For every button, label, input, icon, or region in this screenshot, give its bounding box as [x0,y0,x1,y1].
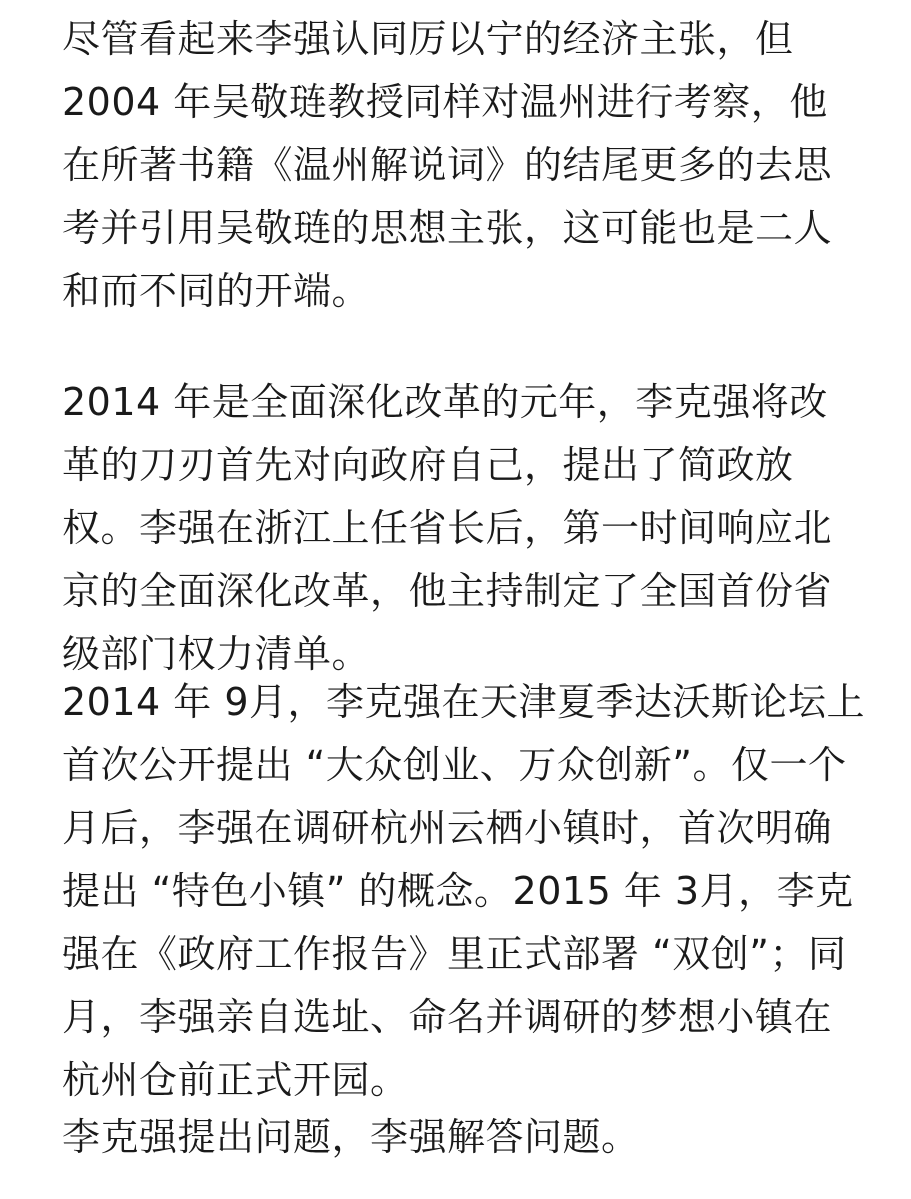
text-line: 2014 年 9月，李克强在天津夏季达沃斯论坛上 [62,680,866,724]
text-line: 革的刀刃首先对向政府自己，提出了简政放 [62,443,794,487]
paragraph-2 [62,371,862,686]
text-line: 提出 “特色小镇” 的概念。2015 年 3月，李克 [62,869,854,913]
text-line: 强在《政府工作报告》里正式部署 “双创”；同 [62,932,847,976]
paragraph-4 [62,1106,862,1169]
text-line: 李克强提出问题，李强解答问题。 [62,1115,640,1159]
text-line: 考并引用吴敬琏的思想主张，这可能也是二人 [62,206,833,250]
paragraph-1 [62,8,862,323]
paragraph-3 [62,671,866,1112]
text-line: 和而不同的开端。 [62,269,371,313]
text-line: 级部门权力清单。 [62,632,371,676]
text-line: 月，李强亲自选址、命名并调研的梦想小镇在 [62,995,833,1039]
text-line: 首次公开提出 “大众创业、万众创新”。仅一个 [62,743,847,787]
text-line: 月后，李强在调研杭州云栖小镇时，首次明确 [62,806,833,850]
text-line: 杭州仓前正式开园。 [62,1058,409,1102]
text-line: 尽管看起来李强认同厉以宁的经济主张，但 [62,17,794,61]
text-line: 权。李强在浙江上任省长后，第一时间响应北 [62,506,833,550]
text-line: 京的全面深化改革，他主持制定了全国首份省 [62,569,833,613]
text-line: 2004 年吴敬琏教授同样对温州进行考察，他 [62,80,828,124]
text-line: 在所著书籍《温州解说词》的结尾更多的去思 [62,143,833,187]
text-line: 2014 年是全面深化改革的元年，李克强将改 [62,380,828,424]
